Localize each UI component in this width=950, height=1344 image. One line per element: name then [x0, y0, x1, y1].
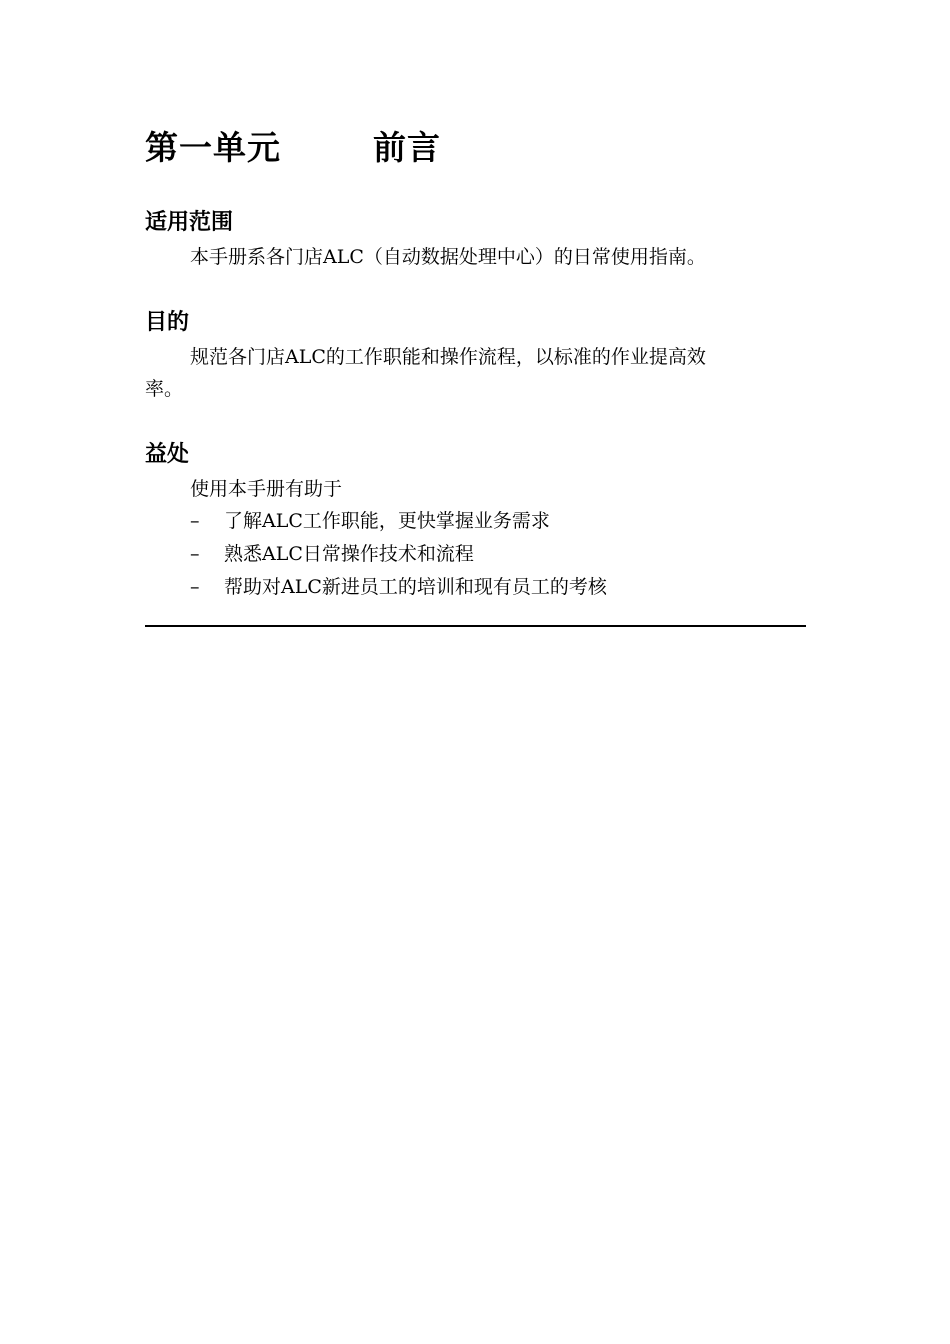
dash-bullet: –	[190, 543, 200, 565]
unit-title-text: 前言	[373, 128, 441, 167]
list-item-text: 了解ALC工作职能，更快掌握业务需求	[224, 510, 550, 532]
list-item-text: 熟悉ALC日常操作技术和流程	[224, 543, 474, 565]
horizontal-divider	[145, 625, 806, 627]
purpose-heading: 目的	[145, 310, 190, 335]
purpose-text-line-2: 率。	[145, 378, 184, 400]
list-item	[190, 539, 474, 569]
list-item-text: 帮助对ALC新进员工的培训和现有员工的考核	[224, 576, 607, 598]
scope-heading: 适用范围	[145, 210, 234, 235]
dash-bullet: –	[190, 576, 200, 598]
dash-bullet: –	[190, 510, 200, 532]
unit-title	[145, 126, 441, 170]
purpose-text-line-1: 规范各门店ALC的工作职能和操作流程，以标准的作业提高效	[190, 346, 706, 368]
scope-text: 本手册系各门店ALC（自动数据处理中心）的日常使用指南。	[190, 246, 706, 268]
benefits-heading: 益处	[145, 442, 190, 467]
list-item	[190, 506, 550, 536]
benefits-intro: 使用本手册有助于	[190, 478, 343, 500]
list-item	[190, 572, 607, 602]
unit-label: 第一单元	[145, 128, 281, 167]
